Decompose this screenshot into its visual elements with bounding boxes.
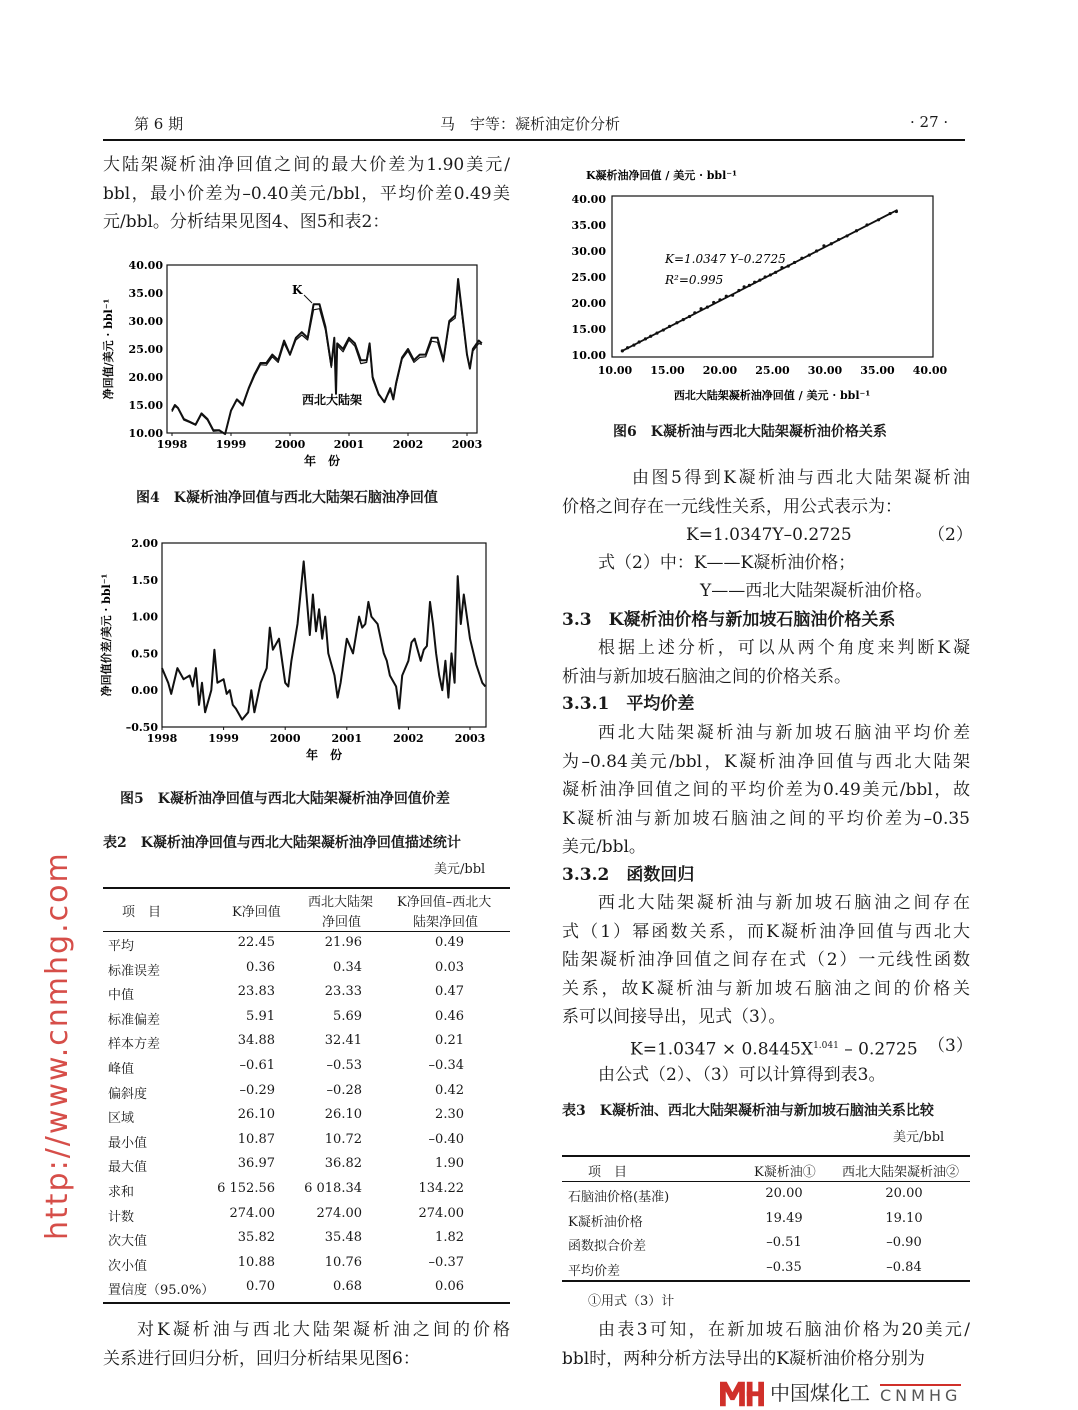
table-cell: 19.49 xyxy=(765,1210,803,1226)
y-tick-label: 35.00 xyxy=(571,219,606,232)
text-line: 西北大陆架凝析油与新加坡石脑油之间存在 xyxy=(598,893,970,913)
table-row xyxy=(0,1058,520,1082)
table-cell: 32.41 xyxy=(324,1033,362,1049)
scatter-point xyxy=(649,335,652,338)
table-cell: 2.30 xyxy=(435,1107,464,1123)
table-cell: 0.47 xyxy=(435,984,464,1000)
table-cell: –0.53 xyxy=(326,1058,362,1073)
row-label: 标准误差 xyxy=(108,963,161,979)
y-tick-label: –0.50 xyxy=(125,721,158,734)
table-cell: 23.83 xyxy=(237,984,275,1000)
scatter-point xyxy=(662,328,665,331)
y-tick-label: 20.00 xyxy=(571,297,606,310)
scatter-point xyxy=(668,325,671,328)
x-tick-label: 1998 xyxy=(146,732,178,745)
x-tick-label: 15.00 xyxy=(650,364,685,377)
row-label: K凝析油价格 xyxy=(568,1214,643,1230)
text-line: 根据上述分析，可以从两个角度来判断K凝 xyxy=(598,638,970,658)
table-row xyxy=(0,1033,520,1057)
text-line: 对K凝析油与西北大陆架凝析油之间的价格 xyxy=(137,1320,510,1340)
x-tick-label: 1998 xyxy=(156,438,188,451)
table-cell: –0.84 xyxy=(886,1259,922,1275)
table-cell: 10.72 xyxy=(324,1131,362,1147)
scatter-point xyxy=(895,210,898,213)
text-line: 由公式（2）、（3）可以计算得到表3。 xyxy=(598,1065,886,1085)
table-cell: 0.42 xyxy=(435,1082,464,1098)
logo-text-en: CNMHG xyxy=(880,1386,962,1405)
figure-5-chart xyxy=(100,535,500,770)
x-tick-label: 2000 xyxy=(269,732,301,745)
scatter-point xyxy=(638,340,641,343)
table-cell: 36.82 xyxy=(324,1156,362,1172)
scatter-point xyxy=(865,223,868,226)
equation-2: K=1.0347Y–0.2725 xyxy=(686,525,852,545)
scatter-point xyxy=(780,266,783,269)
scatter-point xyxy=(808,254,811,257)
table-3-unit: 美元/bbl xyxy=(893,1130,945,1145)
table-cell: 19.10 xyxy=(885,1210,923,1226)
scatter-point xyxy=(822,244,825,247)
logo xyxy=(720,1379,970,1409)
y-tick-label: 40.00 xyxy=(571,193,606,206)
table-cell: 0.21 xyxy=(435,1033,464,1049)
scatter-point xyxy=(855,229,858,232)
scatter-point xyxy=(837,238,840,241)
table-cell: 0.03 xyxy=(435,959,464,975)
table-cell: –0.29 xyxy=(239,1082,275,1098)
figure-5-caption: 图5 K凝析油净回值与西北大陆架凝析油净回值价差 xyxy=(120,791,450,807)
equation-3 xyxy=(630,1036,918,1060)
row-label: 标准偏差 xyxy=(108,1012,161,1028)
plot-frame xyxy=(162,543,486,727)
y-tick-label: 25.00 xyxy=(571,271,606,284)
table-rule-top xyxy=(103,887,510,889)
scatter-point xyxy=(655,332,658,335)
row-label: 函数拟合价差 xyxy=(568,1239,647,1255)
row-label: 计数 xyxy=(108,1209,135,1225)
table-cell: 274.00 xyxy=(229,1205,275,1221)
row-label: 中值 xyxy=(108,988,135,1004)
text-line: 关系进行回归分析，回归分析结果见图6： xyxy=(103,1348,420,1369)
table-cell: 274.00 xyxy=(316,1205,362,1221)
scatter-point xyxy=(718,298,721,301)
table-cell: 21.96 xyxy=(324,935,362,950)
table-cell: 26.10 xyxy=(237,1107,275,1123)
y-tick-label: 15.00 xyxy=(128,399,163,412)
table-cell: 36.97 xyxy=(237,1156,275,1172)
x-axis-label: 年 份 xyxy=(305,748,343,762)
y-axis-title: K凝析油净回值 / 美元 · bbl⁻¹ xyxy=(586,169,737,182)
page-number: · 27 · xyxy=(910,113,949,131)
scatter-point xyxy=(743,285,746,288)
table-row xyxy=(0,1260,980,1284)
watermark: http://www.cnmhg.com xyxy=(40,851,75,1240)
table-cell: 34.88 xyxy=(237,1033,275,1049)
table-cell: 5.91 xyxy=(246,1008,275,1024)
table-cell: 0.49 xyxy=(435,935,464,950)
table-2-unit: 美元/bbl xyxy=(434,862,486,877)
text-line: bbl，最小价差为–0.40美元/bbl，平均价差0.49美 xyxy=(103,183,510,204)
text-line: 陆架凝析油净回值之间存在式（2）一元线性函数 xyxy=(562,950,970,970)
x-axis-label: 西北大陆架凝析油净回值 / 美元 · bbl⁻¹ xyxy=(673,389,871,402)
x-tick-label: 30.00 xyxy=(807,364,843,377)
y-tick-label: 1.00 xyxy=(131,610,158,624)
x-tick-label: 2002 xyxy=(393,732,424,745)
table-cell: 0.06 xyxy=(435,1279,464,1295)
x-tick-label: 2001 xyxy=(331,732,363,745)
scatter-point xyxy=(688,315,691,318)
y-tick-label: 2.00 xyxy=(131,537,158,550)
table-cell: 0.46 xyxy=(435,1008,464,1024)
table-cell: 1.82 xyxy=(435,1230,464,1246)
scatter-point xyxy=(700,307,703,310)
row-label: 区域 xyxy=(108,1111,135,1127)
table-cell: 10.76 xyxy=(324,1254,362,1270)
section-heading-3-3-1: 3.3.1 平均价差 xyxy=(562,694,695,714)
figure-4-caption: 图4 K凝析油净回值与西北大陆架石脑油净回值 xyxy=(136,490,438,506)
table-header-cell: K净回值 xyxy=(232,905,281,920)
y-tick-label: 20.00 xyxy=(128,371,163,384)
table-header-cell: 项 目 xyxy=(122,905,162,920)
annotation-pointer xyxy=(304,295,312,303)
running-title: 马 宇等：凝析油定价分析 xyxy=(440,115,621,133)
scatter-point xyxy=(793,261,796,264)
text-line: 元/bbl。分析结果见图4、图5和表2： xyxy=(103,212,390,232)
y-tick-label: 0.50 xyxy=(131,647,158,661)
table-row xyxy=(0,1083,520,1107)
text-line: 系可以间接导出，见式（3）。 xyxy=(562,1007,786,1027)
text-line: 西北大陆架凝析油与新加坡石脑油平均价差 xyxy=(598,723,970,743)
table-row xyxy=(0,1211,980,1235)
y-axis-label: 净回值价差/美元 · bbl⁻¹ xyxy=(100,573,113,697)
scatter-point xyxy=(675,321,678,324)
row-label: 平均价差 xyxy=(568,1263,621,1279)
scatter-point xyxy=(764,275,767,278)
table-cell: 26.10 xyxy=(324,1107,362,1123)
plot-frame xyxy=(612,196,933,357)
table-cell: 10.88 xyxy=(237,1254,275,1270)
table-cell: –0.90 xyxy=(886,1235,922,1251)
scatter-point xyxy=(712,301,715,304)
text-line: 析油与新加坡石脑油之间的价格关系。 xyxy=(562,666,851,687)
section-heading-3-3-2: 3.3.2 函数回归 xyxy=(562,865,695,885)
text-line: 为–0.84美元/bbl，K凝析油净回值与西北大陆架 xyxy=(562,751,970,772)
row-label: 最大值 xyxy=(108,1160,148,1176)
scatter-point xyxy=(737,289,740,292)
scatter-point xyxy=(725,295,728,298)
text-line: 关系，故K凝析油与新加坡石脑油之间的价格关 xyxy=(562,978,970,999)
table-cell: 0.68 xyxy=(333,1279,362,1295)
table-cell: 134.22 xyxy=(418,1181,464,1196)
x-tick-label: 20.00 xyxy=(702,364,738,377)
table-row xyxy=(0,1132,520,1156)
row-label: 样本方差 xyxy=(108,1037,161,1053)
series-line-0 xyxy=(162,561,485,719)
text-line: 由表3可知，在新加坡石脑油价格为20美元/ xyxy=(598,1320,970,1340)
table-cell: 274.00 xyxy=(418,1205,464,1221)
x-tick-label: 1999 xyxy=(208,732,239,745)
table-header-cell: 项 目 xyxy=(588,1165,628,1180)
x-tick-label: 2003 xyxy=(454,732,486,745)
annotation-northwest-shelf: 西北大陆架 xyxy=(302,393,363,407)
table-cell: 0.36 xyxy=(246,959,275,975)
table-cell: –0.34 xyxy=(428,1058,464,1073)
section-heading-3-3: 3.3 K凝析油价格与新加坡石脑油价格关系 xyxy=(562,610,896,630)
r-squared: R²=0.995 xyxy=(665,273,724,287)
scatter-point xyxy=(753,281,756,284)
text-line: 大陆架凝析油净回值之间的最大价差为1.90美元/ xyxy=(103,155,510,175)
text-line: 式（1）幂函数关系，而K凝析油净回值与西北大 xyxy=(562,921,970,942)
row-label: 次大值 xyxy=(108,1234,148,1250)
row-label: 峰值 xyxy=(108,1062,135,1077)
scatter-point xyxy=(815,249,818,252)
scatter-point xyxy=(769,273,772,276)
scatter-point xyxy=(787,264,790,267)
table-cell: 23.33 xyxy=(324,984,362,1000)
scatter-point xyxy=(845,234,848,237)
scatter-point xyxy=(731,294,734,297)
table-cell: 22.45 xyxy=(237,935,275,950)
series-line-西北大陆架 xyxy=(172,283,482,434)
equation-2-number: （2） xyxy=(928,525,973,545)
scatter-point xyxy=(682,318,685,321)
x-tick-label: 40.00 xyxy=(912,364,948,377)
equation-3-number: （3） xyxy=(928,1036,973,1056)
table-cell: 6 152.56 xyxy=(217,1181,275,1196)
scatter-point xyxy=(632,344,635,347)
issue-number: 第 6 期 xyxy=(134,115,184,133)
table-rule-header xyxy=(103,931,510,932)
scatter-point xyxy=(621,349,624,352)
row-label: 次小值 xyxy=(108,1258,148,1274)
scatter-point xyxy=(758,279,761,282)
row-label: 石脑油价格(基准) xyxy=(568,1190,670,1205)
x-tick-label: 2000 xyxy=(274,438,306,451)
y-tick-label: 1.50 xyxy=(131,573,158,587)
definition-k: 式（2）中：K——K凝析油价格； xyxy=(598,553,856,573)
row-label: 平均 xyxy=(108,939,135,954)
table-header-cell: 西北大陆架凝析油② xyxy=(842,1165,960,1180)
table-cell: –0.61 xyxy=(239,1058,275,1073)
table-row xyxy=(0,1107,520,1131)
table-row xyxy=(0,1009,520,1033)
text-line: K凝析油与新加坡石脑油之间的平均价差为–0.35 xyxy=(562,808,970,829)
scatter-point xyxy=(889,212,892,215)
table-cell: 0.70 xyxy=(246,1279,275,1295)
scatter-point xyxy=(693,311,696,314)
x-axis-label: 年 份 xyxy=(303,454,341,468)
equation-3-base: K=1.0347 × 0.8445X xyxy=(630,1039,814,1060)
figure-6-chart xyxy=(560,165,970,405)
table-header-cell: 陆架净回值 xyxy=(413,915,479,930)
table-row xyxy=(0,1235,980,1259)
logo-mark-icon xyxy=(720,1380,764,1408)
x-tick-label: 2002 xyxy=(392,438,424,451)
table-2-title: 表2 K凝析油净回值与西北大陆架凝析油净回值描述统计 xyxy=(103,835,461,851)
series-line-K xyxy=(172,279,482,434)
y-tick-label: 30.00 xyxy=(128,315,163,328)
x-tick-label: 2003 xyxy=(451,438,483,451)
x-tick-label: 10.00 xyxy=(597,364,633,377)
text-line: 美元/bbl。 xyxy=(562,837,646,857)
equation-3-tail: – 0.2725 xyxy=(838,1039,918,1060)
scatter-point xyxy=(877,218,880,221)
table-cell: 20.00 xyxy=(765,1186,803,1201)
table-cell: 6 018.34 xyxy=(304,1181,362,1196)
header-rule xyxy=(103,139,965,141)
table-header-cell: 西北大陆架 xyxy=(308,895,374,910)
table-row xyxy=(0,984,520,1008)
y-tick-label: 10.00 xyxy=(571,349,606,362)
regression-equation: K=1.0347 Y–0.2725 xyxy=(665,252,786,266)
table-cell: –0.35 xyxy=(766,1259,802,1275)
figure-6-caption: 图6 K凝析油与西北大陆架凝析油价格关系 xyxy=(613,424,887,440)
table-header-cell: K凝析油① xyxy=(754,1165,816,1180)
table-cell: 35.82 xyxy=(237,1230,275,1246)
table-row xyxy=(0,1156,520,1180)
x-tick-label: 1999 xyxy=(215,438,247,451)
table-cell: –0.28 xyxy=(326,1082,362,1098)
table-rule-header xyxy=(562,1181,970,1182)
table-cell: –0.51 xyxy=(766,1235,802,1251)
x-tick-label: 2001 xyxy=(333,438,365,451)
text-line: 凝析油净回值之间的平均价差为0.49美元/bbl，故 xyxy=(562,780,970,800)
scatter-point xyxy=(800,257,803,260)
plot-frame xyxy=(167,265,477,433)
table-row xyxy=(0,1186,980,1210)
y-tick-label: 40.00 xyxy=(128,259,163,272)
table-cell: 20.00 xyxy=(885,1186,923,1201)
table-cell: 1.90 xyxy=(435,1156,464,1172)
y-tick-label: 25.00 xyxy=(128,343,163,356)
table-row xyxy=(0,935,520,959)
y-tick-label: 35.00 xyxy=(128,287,163,300)
scatter-point xyxy=(706,306,709,309)
table-cell: –0.40 xyxy=(428,1131,464,1147)
table-3-title: 表3 K凝析油、西北大陆架凝析油与新加坡石脑油关系比较 xyxy=(562,1103,934,1119)
table-cell: 0.34 xyxy=(333,959,362,975)
scatter-point xyxy=(626,346,629,349)
definition-y: Y——西北大陆架凝析油价格。 xyxy=(700,581,933,601)
x-tick-label: 25.00 xyxy=(755,364,790,377)
x-tick-label: 35.00 xyxy=(860,364,895,377)
text-line: bbl时，两种分析方法导出的K凝析油价格分别为 xyxy=(562,1348,925,1369)
row-label: 置信度（95.0%） xyxy=(108,1283,215,1299)
row-label: 偏斜度 xyxy=(108,1086,148,1102)
annotation-k: K xyxy=(292,283,303,297)
y-axis-label: 净回值/美元 · bbl⁻¹ xyxy=(102,298,115,400)
text-line: 价格之间存在一元线性关系，用公式表示为： xyxy=(562,496,902,517)
y-tick-label: 30.00 xyxy=(571,245,606,258)
table-3-footnote: ①用式（3）计 xyxy=(588,1294,675,1309)
table-cell: –0.37 xyxy=(428,1254,464,1270)
logo-text-cn: 中国煤化工 xyxy=(770,1381,870,1405)
y-tick-label: 10.00 xyxy=(128,427,163,440)
equation-3-exponent: 1.041 xyxy=(813,1041,839,1051)
row-label: 最小值 xyxy=(108,1135,148,1151)
figure-4-chart xyxy=(100,255,500,485)
table-cell: 10.87 xyxy=(237,1131,275,1147)
scatter-point xyxy=(774,271,777,274)
table-cell: 5.69 xyxy=(333,1008,362,1024)
scatter-point xyxy=(748,284,751,287)
scatter-point xyxy=(830,242,833,245)
text-line: 由图5得到K凝析油与西北大陆架凝析油 xyxy=(632,468,970,488)
table-rule-top xyxy=(562,1155,970,1157)
table-header-cell: 净回值 xyxy=(322,915,362,930)
row-label: 求和 xyxy=(108,1185,135,1200)
table-cell: 35.48 xyxy=(324,1230,362,1246)
table-header-cell: K净回值–西北大 xyxy=(397,895,492,910)
table-row xyxy=(0,960,520,984)
scatter-point xyxy=(644,337,647,340)
y-tick-label: 15.00 xyxy=(571,323,606,336)
y-tick-label: 0.00 xyxy=(131,684,158,698)
